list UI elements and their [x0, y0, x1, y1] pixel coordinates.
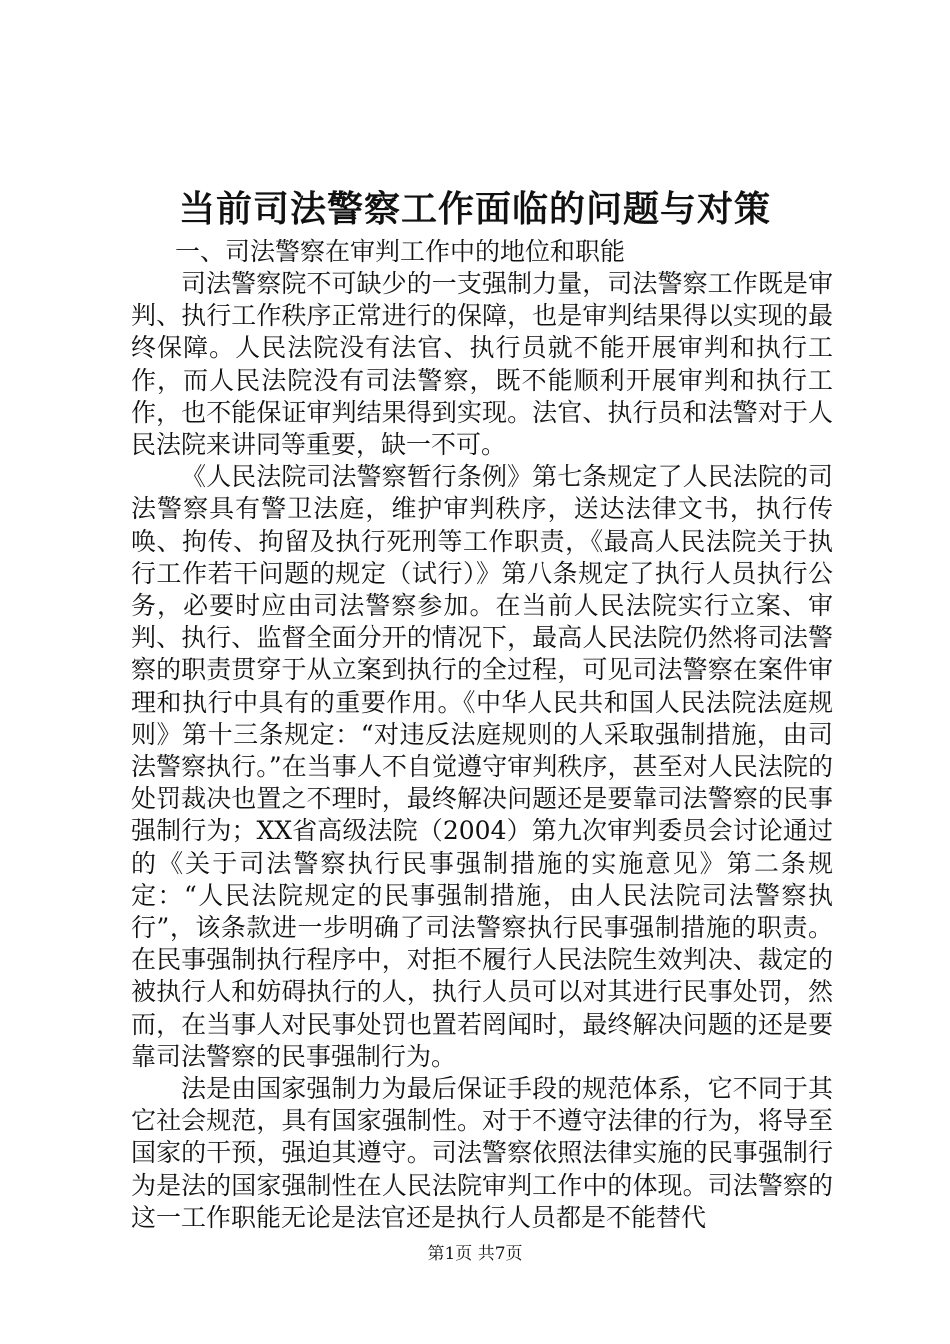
- section-heading: 一、司法警察在审判工作中的地位和职能: [175, 237, 626, 266]
- paragraph-2: 《人民法院司法警察暂行条例》第七条规定了人民法院的司法警察具有警卫法庭，维护审判秩序，送达法律文书，执行传唤、拘传、拘留及执行死刑等工作职责，《最高人民法院关于执行工作若干问题的规定（试行）》第八条规定了执行人员执行公务，必要时应由司法警察参加。在当前人民法院实行立案、审判、执行、监督全面分开的情况下，最高人民法院仍然将司法警察的职责贯穿于从立案到执行的全过程，可见司法警察在案件审理和执行中具有的重要作用。《中华人民共和国人民法院法庭规则》第十三条规定：“对违反法庭规则的人采取强制措施，由司法警察执行。”在当事人不自觉遵守审判秩序，甚至对人民法院的处罚裁决也置之不理时，最终解决问题还是要靠司法警察的民事强制行为；XX省高级法院（2004）第九次审判委员会讨论通过的《关于司法警察执行民事强制措施的实施意见》第二条规定：“人民法院规定的民事强制措施，由人民法院司法警察执行”，该条款进一步明确了司法警察执行民事强制措施的职责。在民事强制执行程序中，对拒不履行人民法院生效判决、裁定的被执行人和妨碍执行的人，执行人员可以对其进行民事处罚，然而，在当事人对民事处罚也置若罔闻时，最终解决问题的还是要靠司法警察的民事强制行为。: [131, 462, 833, 1071]
- paragraph-3: 法是由国家强制力为最后保证手段的规范体系，它不同于其它社会规范，具有国家强制性。对于不遵守法律的行为，将导至国家的干预，强迫其遵守。司法警察依照法律实施的民事强制行为是法的国家强制性在人民法院审判工作中的体现。司法警察的这一工作职能无论是法官还是执行人员都是不能替代: [131, 1074, 833, 1232]
- document-title: 当前司法警察工作面临的问题与对策: [178, 188, 771, 230]
- document-body: [131, 236, 833, 1234]
- page-number-footer: 第1页 共7页: [427, 1244, 523, 1264]
- paragraph-1: 司法警察院不可缺少的一支强制力量，司法警察工作既是审判、执行工作秩序正常进行的保障，也是审判结果得以实现的最终保障。人民法院没有法官、执行员就不能开展审判和执行工作，而人民法院没有司法警察，既不能顺利开展审判和执行工作，也不能保证审判结果得到实现。法官、执行员和法警对于人民法院来讲同等重要，缺一不可。: [131, 269, 833, 460]
